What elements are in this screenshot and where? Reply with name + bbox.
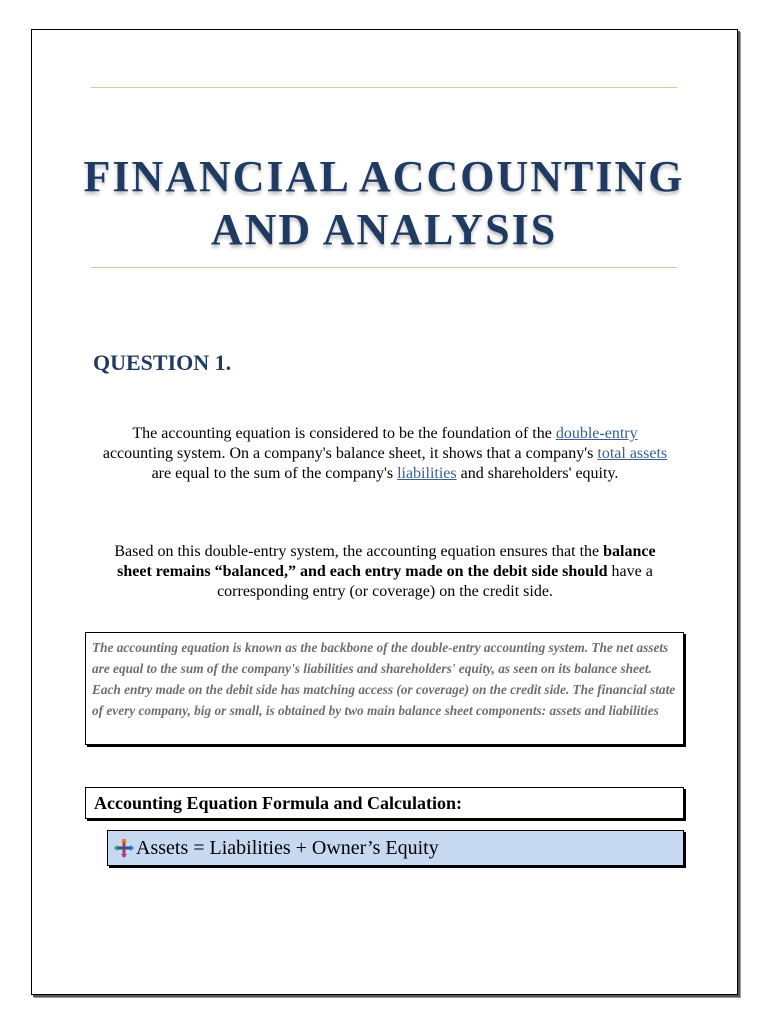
title-line-2: AND ANALYSIS: [210, 205, 558, 254]
question-heading: QUESTION 1.: [93, 350, 232, 375]
document-title: [60, 150, 708, 256]
paragraph-1-text-c: are equal to the sum of the company's: [151, 465, 398, 482]
formula-section-header: Accounting Equation Formula and Calculation:: [85, 787, 684, 819]
total-assets-link[interactable]: total assets: [597, 445, 668, 462]
paragraph-2: [100, 542, 670, 602]
liabilities-link[interactable]: liabilities: [397, 465, 457, 482]
paragraph-2-text-b: have a corresponding entry (or coverage) on the credit side.: [217, 563, 653, 600]
summary-note-box: The accounting equation is known as the backbone of the double-entry accounting system. The net assets are equal to the sum of the company's liabilities and shareholders' equity, as seen on its balance sheet. Each entry made on the debit side has matching access (or coverage) on the credit side. The financial state of every company, big or small, is obtained by two main balance sheet components: assets and liabilities: [85, 632, 684, 745]
paragraph-1-text-d: and shareholders' equity.: [456, 465, 619, 482]
paragraph-1: [100, 424, 670, 484]
bottom-divider: [91, 267, 677, 268]
four-arrow-bullet-icon: [114, 838, 134, 858]
double-entry-link[interactable]: double-entry: [555, 425, 638, 442]
paragraph-2-bold-text: balance sheet remains “balanced,” and each entry made on the debit side should: [117, 543, 656, 580]
title-line-1: FINANCIAL ACCOUNTING: [83, 152, 685, 201]
paragraph-1-text-a: The accounting equation is considered to be the foundation of the: [132, 425, 556, 442]
paragraph-1-text-b: accounting system. On a company's balance sheet, it shows that a company's: [102, 445, 598, 462]
top-divider: [91, 87, 677, 88]
formula-equation-text: Assets = Liabilities + Owner’s Equity: [136, 837, 439, 859]
formula-equation-box: [107, 830, 684, 866]
paragraph-2-text-a: Based on this double-entry system, the accounting equation ensures that the: [114, 543, 604, 560]
